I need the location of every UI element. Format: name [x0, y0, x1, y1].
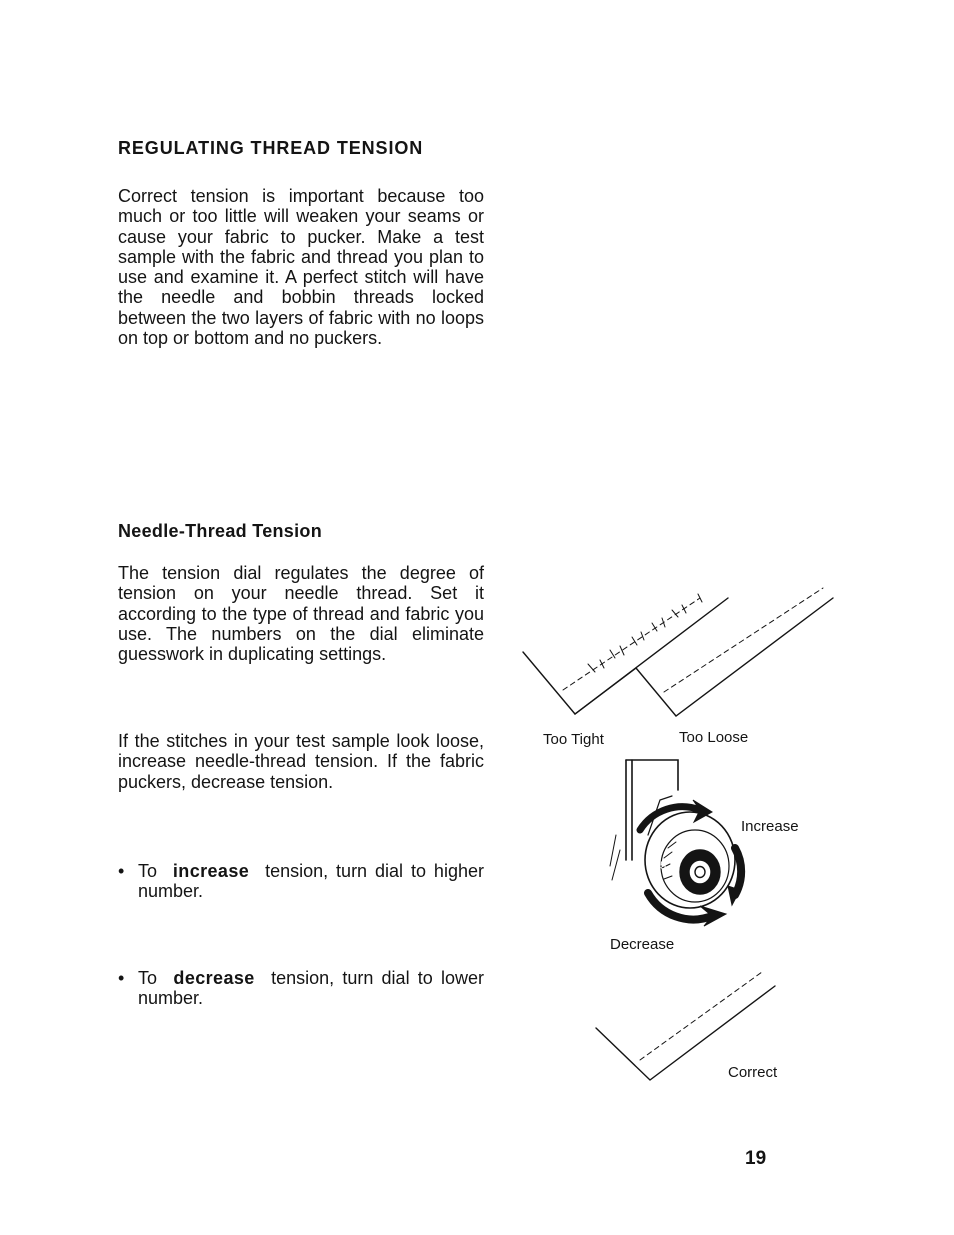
increase-keyword: increase [172, 861, 250, 881]
subsection-title: Needle-Thread Tension [118, 521, 323, 541]
label-increase: Increase [741, 818, 799, 835]
decrease-keyword: decrease [173, 968, 255, 988]
too-tight-stitch-icon [523, 594, 728, 714]
bullet-increase-text: To increase tension, turn dial to higher number. [138, 861, 484, 902]
label-correct: Correct [728, 1064, 778, 1081]
bullet-icon: • [118, 968, 125, 988]
page-number: 19 [745, 1148, 767, 1169]
label-too-loose: Too Loose [679, 729, 749, 746]
label-decrease: Decrease [610, 936, 675, 953]
bullet-icon: • [118, 861, 125, 881]
label-too-tight: Too Tight [543, 731, 604, 748]
section-title: REGULATING THREAD TENSION [118, 138, 424, 158]
adjust-paragraph: If the stitches in your test sample look loose, increase needle-thread tension. If the fabric puckers, decrease tension. [118, 731, 484, 792]
tension-dial-icon [610, 760, 741, 926]
intro-paragraph: Correct tension is important because too much or too little will weaken your seams or cause your fabric to pucker. Make a test sample with the fabric and thread you plan to use and examine it. A perfect stitch will have the needle and bobbin threads locked between the two layers of fabric with no loops on top or bottom and no puckers. [118, 186, 484, 349]
dial-paragraph: The tension dial regulates the degree of tension on your needle thread. Set it according to the type of thread and fabric you use. The numbers on the dial eliminate guesswork in duplicating settings. [118, 563, 484, 665]
dial-number: 5 [660, 860, 667, 872]
bullet-decrease-text: To decrease tension, turn dial to lower number. [138, 968, 484, 1009]
too-loose-stitch-icon [636, 588, 833, 716]
